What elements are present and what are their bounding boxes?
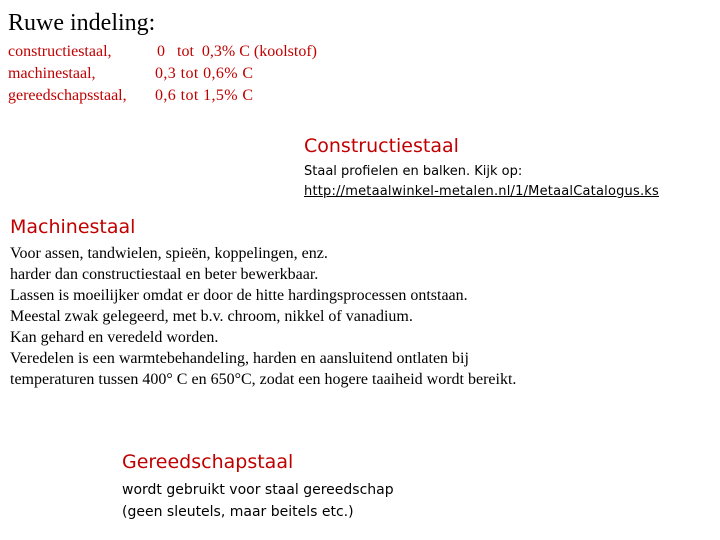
machinestaal-line: Lassen is moeilijker omdat er door de hitte hardingsprocessen ontstaan. [10,287,468,304]
class-name-gereedschapsstaal: gereedschapsstaal, [8,87,127,104]
metaalcatalogus-link[interactable]: http://metaalwinkel-metalen.nl/1/MetaalCatalogus.ks [304,184,659,199]
class-range-constructiestaal: 0 tot 0,3% C (koolstof) [157,43,317,60]
machinestaal-line: Voor assen, tandwielen, spieën, koppelingen, enz. [10,245,328,262]
machinestaal-line: harder dan constructiestaal en beter bewerkbaar. [10,266,319,283]
page-title: Ruwe indeling: [8,10,156,36]
constructiestaal-heading: Constructiestaal [304,135,459,157]
gereedschapstaal-body [122,479,394,523]
class-range-machinestaal: 0,3 tot 0,6% C [155,65,254,82]
machinestaal-line: Veredelen is een warmtebehandeling, harden en aansluitend ontlaten bij [10,350,469,367]
machinestaal-line: Kan gehard en veredeld worden. [10,329,219,346]
class-range-gereedschapsstaal: 0,6 tot 1,5% C [155,87,254,104]
gereedschapstaal-heading: Gereedschapstaal [122,451,294,473]
class-name-machinestaal: machinestaal, [8,65,96,82]
machinestaal-heading: Machinestaal [10,216,136,238]
gereedschapstaal-line: (geen sleutels, maar beitels etc.) [122,504,354,520]
constructiestaal-text: Staal profielen en balken. Kijk op: [304,164,523,179]
machinestaal-line: Meestal zwak gelegeerd, met b.v. chroom, nikkel of vanadium. [10,308,413,325]
class-name-constructiestaal: constructiestaal, [8,43,112,60]
machinestaal-body [10,243,516,390]
gereedschapstaal-line: wordt gebruikt voor staal gereedschap [122,482,394,498]
machinestaal-line: temperaturen tussen 400° C en 650°C, zodat een hogere taaiheid wordt bereikt. [10,371,517,388]
